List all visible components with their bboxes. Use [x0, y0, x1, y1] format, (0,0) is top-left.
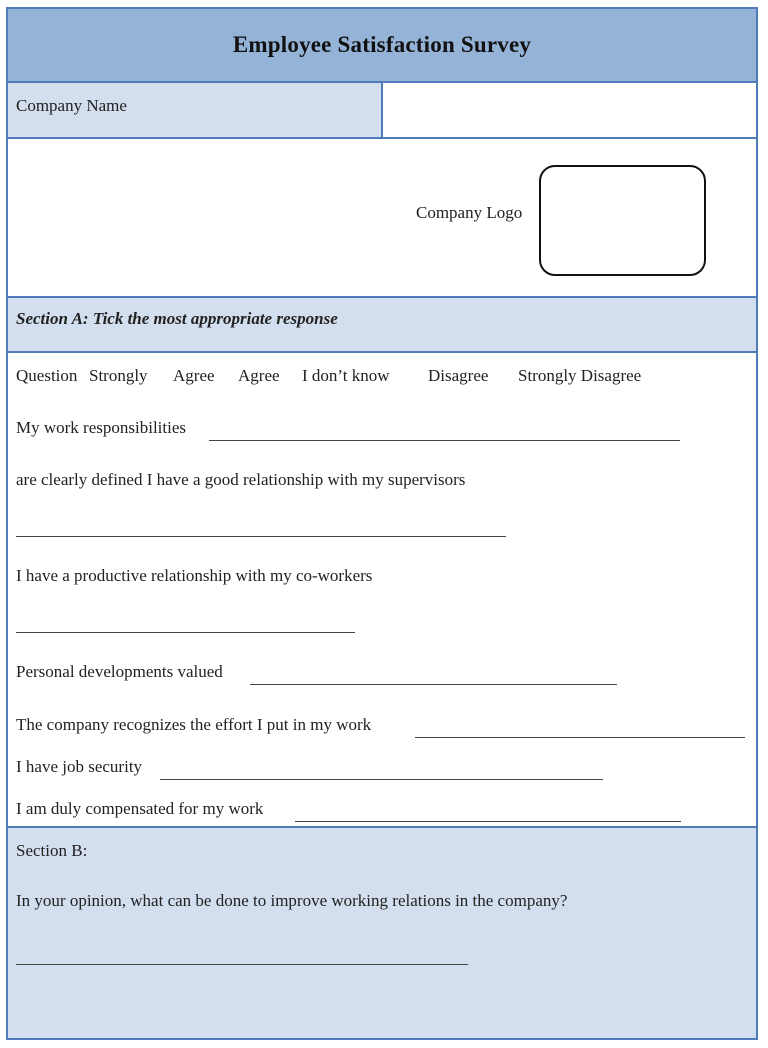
answer-line-work-responsibilities[interactable]	[209, 440, 680, 441]
scale-header-dont-know: I don’t know	[302, 366, 390, 385]
section-a-header	[8, 298, 756, 353]
scale-header-agree: Agree	[173, 366, 215, 385]
section-b-answer-line[interactable]	[16, 964, 468, 965]
company-name-field[interactable]	[385, 83, 756, 137]
answer-line-personal-development[interactable]	[250, 684, 617, 685]
company-name-row	[8, 83, 756, 139]
question-supervisor-relationship: are clearly defined I have a good relationship with my supervisors	[16, 470, 466, 489]
company-logo-label: Company Logo	[416, 203, 523, 222]
company-name-label-cell	[8, 83, 383, 137]
company-name-label: Company Name	[16, 96, 127, 115]
answer-line-job-security[interactable]	[160, 779, 603, 780]
company-logo-row	[8, 139, 756, 298]
question-work-responsibilities: My work responsibilities	[16, 418, 186, 437]
question-personal-development: Personal developments valued	[16, 662, 223, 681]
title-banner	[8, 9, 756, 83]
answer-line-coworker-relationship[interactable]	[16, 632, 355, 633]
section-b-heading: Section B:	[16, 841, 88, 860]
question-coworker-relationship: I have a productive relationship with my co-workers	[16, 566, 373, 585]
section-a-heading: Section A: Tick the most appropriate response	[16, 309, 338, 328]
company-logo-placeholder[interactable]	[539, 165, 706, 276]
question-effort-recognition: The company recognizes the effort I put in my work	[16, 715, 372, 734]
scale-header-strongly-disagree: Strongly Disagree	[518, 366, 642, 385]
scale-header-disagree: Disagree	[428, 366, 489, 385]
question-job-security: I have job security	[16, 757, 143, 776]
scale-header-agree-2: Agree	[238, 366, 280, 385]
section-a-questions	[8, 353, 756, 828]
survey-form	[6, 7, 758, 1040]
form-title: Employee Satisfaction Survey	[232, 32, 532, 57]
answer-line-compensation[interactable]	[295, 821, 681, 822]
scale-header-question: Question	[16, 366, 78, 385]
scale-header-strongly: Strongly	[89, 366, 148, 385]
answer-line-effort-recognition[interactable]	[415, 737, 745, 738]
question-compensation: I am duly compensated for my work	[16, 799, 264, 818]
section-b	[8, 828, 756, 1038]
answer-line-supervisor-relationship[interactable]	[16, 536, 506, 537]
section-b-question: In your opinion, what can be done to improve working relations in the company?	[16, 891, 568, 910]
